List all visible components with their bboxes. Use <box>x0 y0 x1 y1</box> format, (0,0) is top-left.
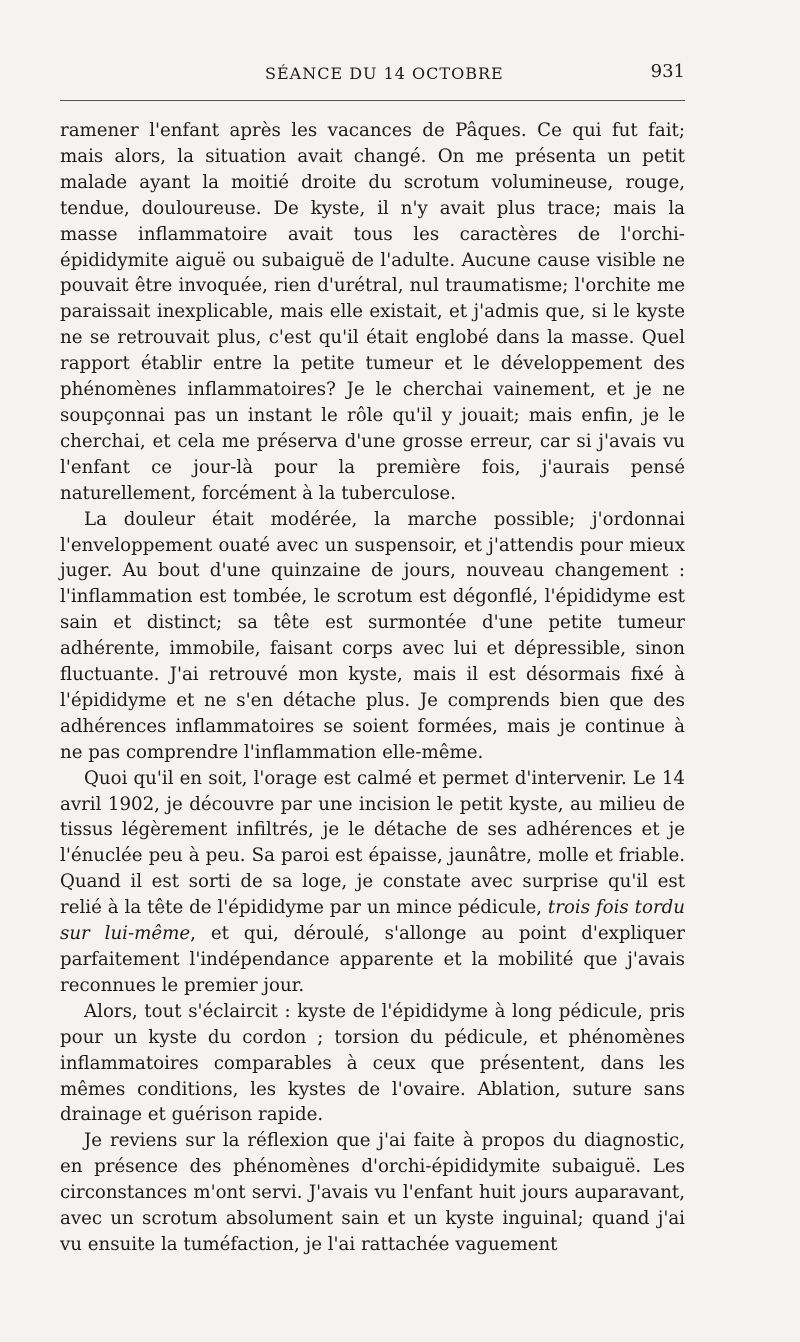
paragraph-3-text-after: , et qui, déroulé, s'allonge au point d'expliquer parfaitement l'indépendance apparente et la mobilité que j'avais reconnues le premier jour. <box>60 923 685 996</box>
paragraph-1: ramener l'enfant après les vacances de Pâques. Ce qui fut fait; mais alors, la situation avait changé. On me présenta un petit malade ayant la moitié droite du scrotum volumineuse, rouge, tendue, douloureuse. De kyste, il n'y avait plus trace; mais la masse inflammatoire avait tous les caractères de l'orchi-épididymite aiguë ou subaiguë de l'adulte. Aucune cause visible ne pouvait être invoquée, rien d'urétral, nul traumatisme; l'orchite me paraissait inexplicable, mais elle existait, et j'admis que, si le kyste ne se retrouvait plus, c'est qu'il était englobé dans la masse. Quel rapport établir entre la petite tumeur et le développement des phénomènes inflammatoires? Je le cherchai vainement, et je ne soupçonnai pas un instant le rôle qu'il y jouait; mais enfin, je le cherchai, et cela me préserva d'une grosse erreur, car si j'avais vu l'enfant ce jour-là pour la première fois, j'aurais pensé naturellement, forcément à la tuberculose. <box>60 120 685 504</box>
paragraph-2: La douleur était modérée, la marche possible; j'ordonnai l'enveloppement ouaté avec un suspensoir, et j'attendis pour mieux juger. Au bout d'une quinzaine de jours, nouveau changement : l'inflammation est tombée, le scrotum est dégonflé, l'épididyme est sain et distinct; sa tête est surmontée d'une petite tumeur adhérente, immobile, faisant corps avec lui et dépressible, sinon fluctuante. J'ai retrouvé mon kyste, mais il est désormais fixé à l'épididyme et ne s'en détache plus. Je comprends bien que des adhérences inflammatoires se soient formées, mais je continue à ne pas comprendre l'inflammation elle-même. <box>60 508 685 763</box>
book-page <box>60 58 685 1255</box>
paragraph-3 <box>60 766 685 999</box>
paragraph-4: Alors, tout s'éclaircit : kyste de l'épididyme à long pédicule, pris pour un kyste du cordon ; torsion du pédicule, et phénomènes inflammatoires comparables à ceux que présentent, dans les mêmes conditions, les kystes de l'ovaire. Ablation, suture sans drainage et guérison rapide. <box>60 1000 685 1126</box>
paragraph-3-text-before: Quoi qu'il en soit, l'orage est calmé et permet d'intervenir. Le 14 avril 1902, je découvre par une incision le petit kyste, au milieu de tissus légèrement infiltrés, je le détache de ses adhérences et je l'énuclée peu à peu. Sa paroi est épaisse, jaunâtre, molle et friable. Quand il est sorti de sa loge, je constate avec surprise qu'il est relié à la tête de l'épididyme par un mince pédicule, <box>60 767 685 919</box>
italic-phrase: trois fois tordu sur lui-même <box>60 897 685 945</box>
page-number: 931 <box>650 61 685 82</box>
paragraph-5: Je reviens sur la réflexion que j'ai faite à propos du diagnostic, en présence des phénomènes d'orchi-épididymite subaiguë. Les circonstances m'ont servi. J'avais vu l'enfant huit jours auparavant, avec un scrotum absolument sain et un kyste inguinal; quand j'ai vu ensuite la tuméfaction, je l'ai rattachée vaguement <box>60 1130 685 1255</box>
running-head-title: SÉANCE DU 14 OCTOBRE <box>265 64 504 83</box>
article-body <box>60 118 685 1258</box>
header-rule <box>60 100 685 101</box>
running-header <box>60 58 685 88</box>
